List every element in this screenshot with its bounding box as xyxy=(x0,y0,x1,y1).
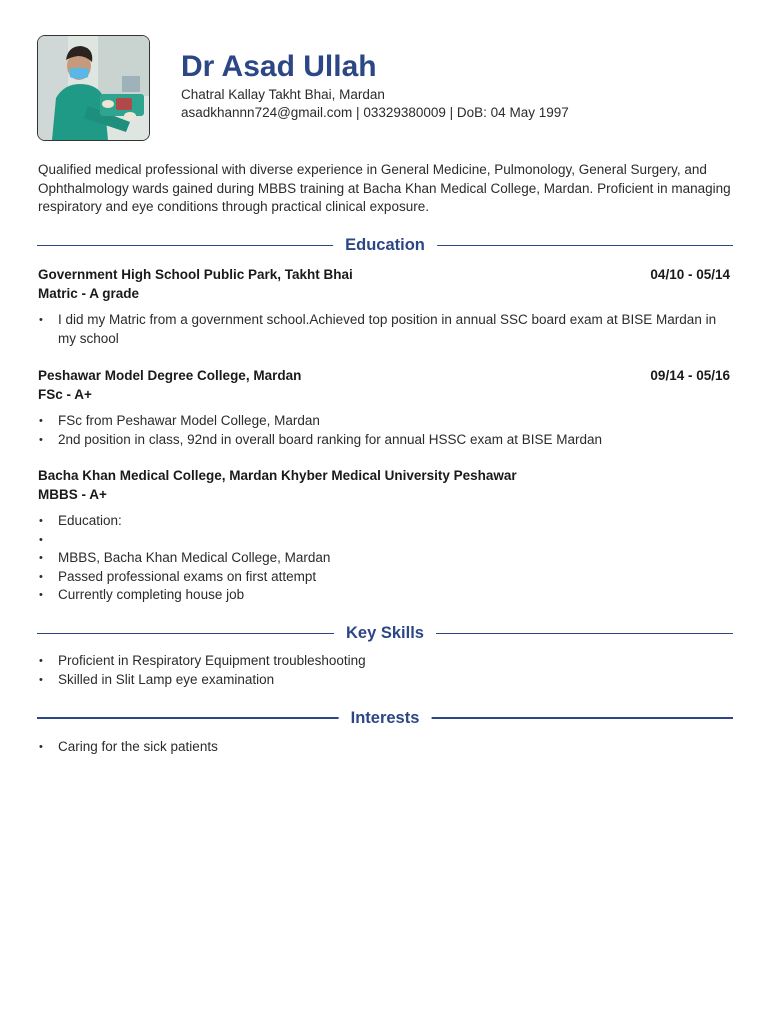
interests-title: Interests xyxy=(339,707,432,729)
institution-name: Government High School Public Park, Takht Bhai xyxy=(38,267,353,282)
entry-grade: MBBS - A+ xyxy=(38,487,107,502)
education-entry-2 xyxy=(38,366,730,449)
bullet-item: • Passed professional exams on first attempt xyxy=(38,568,730,587)
entry-bullets xyxy=(38,512,730,605)
profile-photo xyxy=(37,35,150,141)
education-entry-3 xyxy=(38,466,730,605)
candidate-name: Dr Asad Ullah xyxy=(181,50,377,83)
skills-list xyxy=(38,652,730,689)
interests-list xyxy=(38,738,730,757)
entry-dates: 09/14 - 05/16 xyxy=(650,368,730,383)
skill-item: • Skilled in Slit Lamp eye examination xyxy=(38,671,730,690)
bullet-item: • I did my Matric from a government school.Achieved top position in annual SSC board exam at BISE Mardan in my school xyxy=(38,311,730,348)
entry-bullets xyxy=(38,311,730,348)
bullet-item xyxy=(38,531,730,550)
education-title: Education xyxy=(333,234,437,256)
bullet-item: • Education: xyxy=(38,512,730,531)
bullet-item: • MBBS, Bacha Khan Medical College, Mardan xyxy=(38,549,730,568)
bullet-item: • Currently completing house job xyxy=(38,586,730,605)
bullet-item: • 2nd position in class, 92nd in overall board ranking for annual HSSC exam at BISE Mardan xyxy=(38,431,730,450)
entry-grade: Matric - A grade xyxy=(38,286,140,301)
education-section-header xyxy=(37,234,733,256)
institution-name: Bacha Khan Medical College, Mardan Khyber Medical University Peshawar xyxy=(38,468,517,483)
skills-title: Key Skills xyxy=(334,622,436,644)
entry-bullets xyxy=(38,412,730,449)
skills-list-block xyxy=(38,652,730,689)
address-line: Chatral Kallay Takht Bhai, Mardan xyxy=(181,87,385,102)
interests-section-header xyxy=(37,707,733,729)
entry-grade: FSc - A+ xyxy=(38,387,92,402)
entry-dates: 04/10 - 05/14 xyxy=(650,267,730,282)
bullet-item: • FSc from Peshawar Model College, Mardan xyxy=(38,412,730,431)
contact-line: asadkhannn724@gmail.com | 03329380009 | DoB: 04 May 1997 xyxy=(181,105,569,120)
surgeon-photo-image xyxy=(38,36,149,140)
institution-name: Peshawar Model Degree College, Mardan xyxy=(38,368,302,383)
interest-item: • Caring for the sick patients xyxy=(38,738,730,757)
skill-item: • Proficient in Respiratory Equipment troubleshooting xyxy=(38,652,730,671)
professional-summary: Qualified medical professional with diverse experience in General Medicine, Pulmonology, General Surgery, and Ophthalmology wards gained during MBBS training at Bacha Khan Medical College, Mardan. Proficient in managing respiratory and eye conditions through practical clinical exposure. xyxy=(38,162,731,214)
interests-list-block xyxy=(38,738,730,757)
skills-section-header xyxy=(37,622,733,644)
education-entry-1 xyxy=(38,265,730,348)
